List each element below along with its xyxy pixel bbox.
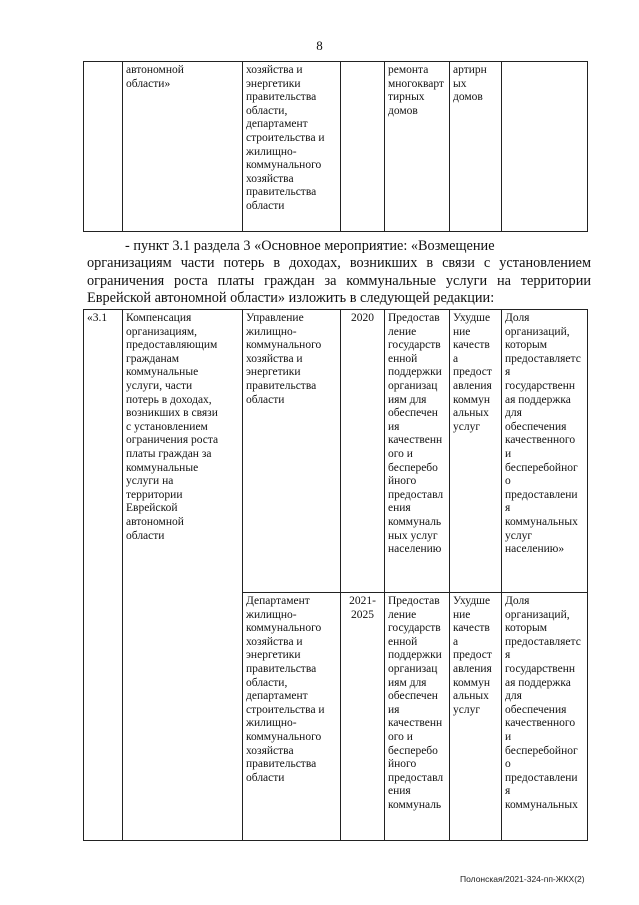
cell-text-line: услуги на: [126, 475, 174, 488]
cell-text-line: о: [505, 758, 511, 771]
cell-text-line: автономной: [126, 515, 184, 528]
cell-text-line: йного: [388, 758, 417, 771]
cell-text-line: населению: [388, 543, 442, 556]
cell-text-line: предост: [453, 366, 492, 379]
cell-text-line: коммунального: [246, 730, 322, 743]
cell-text-line: енной: [388, 635, 418, 648]
cell-text-line: предоставляетс: [505, 352, 581, 365]
continued-table: [83, 61, 588, 232]
cell-text-line: предоставляетс: [505, 635, 581, 648]
cell-text-line: бесперебо: [388, 744, 438, 757]
cell-text-line: иям для: [388, 676, 427, 689]
cell-text-line: с установлением: [126, 420, 208, 433]
cell-text-line: я: [505, 785, 511, 798]
cell-text-line: поддержки: [388, 649, 442, 662]
cell-text-line: для: [505, 407, 522, 420]
cell-text-line: Предостав: [388, 595, 440, 607]
cell-text-line: энергетики: [246, 649, 301, 662]
cell-text-line: коммунальных: [505, 798, 578, 811]
page-number: 8: [316, 38, 323, 53]
cell-text-line: ремонта: [388, 64, 429, 76]
cell-text-line: артирн: [453, 64, 487, 76]
cell-text-line: организац: [388, 379, 438, 392]
cell-text-line: ых: [453, 77, 467, 90]
cell-text-line: альных: [453, 407, 489, 420]
cell-text-line: ения: [388, 502, 411, 515]
measure-number: «3.1: [84, 310, 123, 841]
cell-text-line: услуг: [453, 703, 481, 716]
cell-text-line: хозяйства и: [246, 64, 303, 76]
row1-consequence: [450, 310, 502, 593]
cell-text-line: правительства: [246, 662, 317, 675]
cell-text-line: предоставл: [388, 488, 444, 501]
cell-text-line: жилищно-: [246, 608, 297, 621]
cell-text-line: жилищно-: [246, 325, 297, 338]
cell-text-line: строительства и: [246, 131, 325, 144]
row1-executor: [243, 310, 341, 593]
cell-text-line: правительства: [246, 758, 317, 771]
cell-text-line: Ухудше: [453, 312, 491, 324]
cell-text-line: населению»: [505, 543, 565, 556]
cell-indicator: [502, 62, 588, 232]
cell-text-line: обеспечения: [505, 420, 567, 433]
cell-text-line: ого и: [388, 730, 413, 743]
cell-text-line: организац: [388, 662, 438, 675]
cell-text-line: предоставл: [388, 771, 444, 784]
cell-text-line: ных услуг: [388, 529, 438, 542]
measure-name: [123, 310, 243, 841]
cell-text-line: иям для: [388, 393, 427, 406]
cell-text-line: Компенсация: [126, 312, 192, 324]
row2-result: [385, 593, 450, 841]
cell-text-line: альных: [453, 690, 489, 703]
cell-text-line: которым: [505, 622, 547, 635]
cell-text-line: области: [246, 393, 285, 406]
cell-result: [385, 62, 450, 232]
cell-text-line: территории: [126, 488, 183, 501]
cell-text-line: департамент: [246, 118, 308, 131]
cell-text-line: коммун: [453, 676, 490, 689]
cell-text-line: области,: [246, 104, 288, 117]
cell-text-line: о: [505, 475, 511, 488]
row2-consequence: [450, 593, 502, 841]
cell-text-line: области: [246, 199, 285, 212]
cell-text-line: хозяйства и: [246, 352, 303, 365]
row1-year: [341, 310, 385, 593]
cell-text-line: ия: [388, 420, 400, 433]
cell-text-line: государственн: [505, 662, 576, 675]
cell-text-line: услуги, части: [126, 379, 193, 392]
paragraph-line: организациям части потерь в доходах, возникших в связи с установлением: [87, 255, 591, 272]
cell-text-line: энергетики: [246, 77, 301, 90]
cell-text-line: Управление: [246, 312, 304, 324]
cell-text-line: услуг: [505, 529, 533, 542]
cell-text-line: 2025: [351, 608, 374, 621]
cell-text-line: ление: [388, 608, 417, 621]
cell-text-line: ние: [453, 608, 471, 621]
cell-text-line: ая поддержка: [505, 393, 571, 406]
cell-text-line: автономной: [126, 64, 184, 76]
cell-text-line: ия: [388, 703, 400, 716]
cell-text-line: коммунального: [246, 159, 322, 172]
cell-text-line: хозяйства: [246, 172, 294, 185]
cell-text-line: коммунального: [246, 622, 322, 635]
cell-text-line: Предостав: [388, 312, 440, 324]
cell-text-line: я: [505, 502, 511, 515]
row2-year: [341, 593, 385, 841]
cell-text-line: для: [505, 690, 522, 703]
cell-executor: [243, 62, 341, 232]
cell-text-line: поддержки: [388, 366, 442, 379]
cell-text-line: ого и: [388, 447, 413, 460]
cell-text-line: услуг: [453, 420, 481, 433]
cell-text-line: платы граждан за: [126, 447, 212, 460]
cell-text-line: бесперебойног: [505, 461, 578, 474]
cell-text-line: жилищно-: [246, 717, 297, 730]
amendment-paragraph: [87, 238, 591, 308]
cell-text-line: 2021-: [349, 595, 376, 607]
cell-text-line: Департамент: [246, 595, 310, 607]
paragraph-line: Еврейской автономной области» изложить в следующей редакции:: [87, 290, 495, 307]
cell-text-line: Еврейской: [126, 502, 178, 515]
cell-text-line: авления: [453, 662, 492, 675]
cell-text-line: качественного: [505, 434, 576, 447]
cell-text-line: ление: [388, 325, 417, 338]
document-footer: Полонская/2021-324-пп-ЖКХ(2): [460, 874, 585, 884]
cell-text-line: области,: [246, 676, 288, 689]
cell-text-line: и: [505, 447, 512, 460]
cell-text-line: области: [246, 771, 285, 784]
cell-text-line: правительства: [246, 186, 317, 199]
cell-text-line: возникших в связи: [126, 407, 218, 420]
cell-text-line: обеспечен: [388, 407, 438, 420]
cell-text-line: 2020: [351, 312, 374, 324]
cell-text-line: Ухудше: [453, 595, 491, 607]
cell-text-line: государств: [388, 622, 441, 635]
cell-text-line: области»: [126, 77, 171, 90]
cell-text-line: правительства: [246, 379, 317, 392]
cell-text-line: жилищно-: [246, 145, 297, 158]
cell-text-line: ая поддержка: [505, 676, 571, 689]
cell-year: [341, 62, 385, 232]
cell-text-line: качественн: [388, 434, 443, 447]
cell-text-line: коммунальных: [505, 515, 578, 528]
cell-text-line: ения: [388, 785, 411, 798]
cell-text-line: ограничения роста: [126, 434, 219, 447]
cell-text-line: бесперебойног: [505, 744, 578, 757]
cell-text-line: домов: [388, 104, 418, 117]
cell-text-line: правительства: [246, 91, 317, 104]
cell-text-line: коммунальные: [126, 366, 199, 379]
cell-text-line: Доля: [505, 595, 530, 607]
cell-text-line: качеств: [453, 339, 490, 352]
cell-text-line: а: [453, 635, 459, 648]
cell-text-line: коммун: [453, 393, 490, 406]
row1-indicator: [502, 310, 588, 593]
cell-text-line: обеспечения: [505, 703, 567, 716]
paragraph-line: - пункт 3.1 раздела 3 «Основное мероприятие: «Возмещение: [125, 238, 495, 254]
cell-text-line: йного: [388, 475, 417, 488]
cell-text-line: авления: [453, 379, 492, 392]
cell-text-line: потерь в доходах,: [126, 393, 212, 406]
cell-text-line: энергетики: [246, 366, 301, 379]
cell-text-line: департамент: [246, 690, 308, 703]
cell-text-line: гражданам: [126, 352, 180, 365]
cell-text-line: организаций,: [505, 325, 570, 338]
cell-text-line: организаций,: [505, 608, 570, 621]
cell-text-line: государств: [388, 339, 441, 352]
cell-text-line: я: [505, 366, 511, 379]
cell-text-line: а: [453, 352, 459, 365]
cell-text-line: енной: [388, 352, 418, 365]
cell-text-line: тирных: [388, 91, 425, 104]
cell-text-line: я: [505, 649, 511, 662]
cell-text-line: коммуналь: [388, 515, 442, 528]
measures-table: [83, 309, 588, 841]
cell-text-line: коммунального: [246, 339, 322, 352]
cell-text-line: качественного: [505, 717, 576, 730]
cell-text-line: обеспечен: [388, 690, 438, 703]
paragraph-line: ограничения роста платы граждан за коммунальные услуги на территории: [87, 272, 591, 289]
cell-text-line: предост: [453, 649, 492, 662]
cell-text-line: бесперебо: [388, 461, 438, 474]
cell-text-line: домов: [453, 91, 483, 104]
cell-text-line: хозяйства и: [246, 635, 303, 648]
cell-num: [84, 62, 123, 232]
cell-text-line: качеств: [453, 622, 490, 635]
cell-text-line: организациям,: [126, 325, 198, 338]
cell-text-line: и: [505, 730, 512, 743]
cell-text-line: ние: [453, 325, 471, 338]
cell-text-line: многокварт: [388, 77, 444, 90]
cell-text-line: предоставлени: [505, 488, 578, 501]
cell-text-line: которым: [505, 339, 547, 352]
row1-result: [385, 310, 450, 593]
cell-text-line: государственн: [505, 379, 576, 392]
cell-text-line: области: [126, 529, 165, 542]
cell-text-line: строительства и: [246, 703, 325, 716]
cell-text-line: коммуналь: [388, 798, 442, 811]
cell-text-line: качественн: [388, 717, 443, 730]
cell-text-line: предоставлени: [505, 771, 578, 784]
row2-executor: [243, 593, 341, 841]
row2-indicator: [502, 593, 588, 841]
cell-text-line: Доля: [505, 312, 530, 324]
cell-text-line: хозяйства: [246, 744, 294, 757]
cell-consequence: [450, 62, 502, 232]
cell-text-line: коммунальные: [126, 461, 199, 474]
cell-name: [123, 62, 243, 232]
cell-text-line: предоставляющим: [126, 339, 218, 352]
